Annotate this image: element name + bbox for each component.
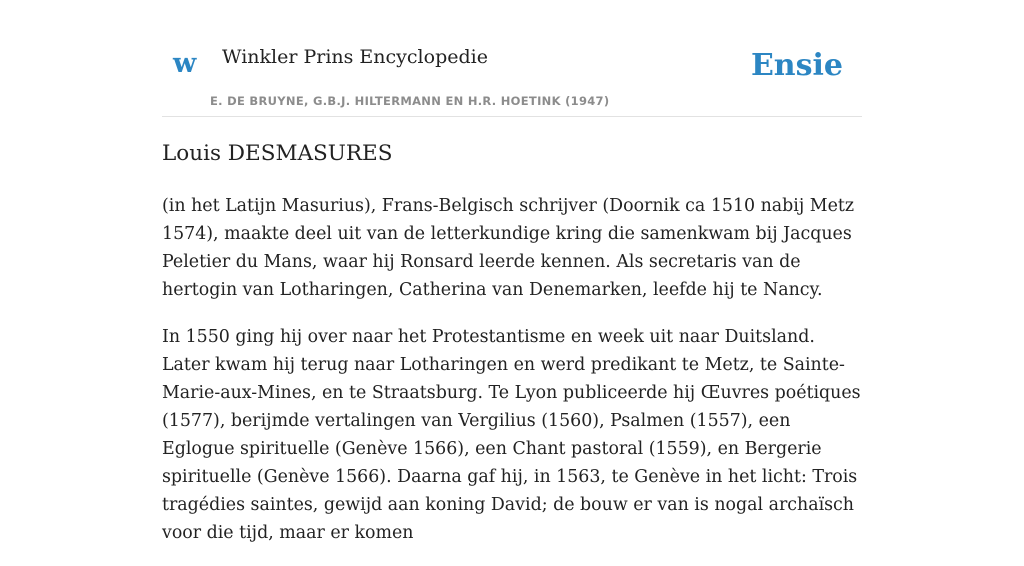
article-title: Louis DESMASURES: [162, 141, 393, 166]
encyclopedia-logo[interactable]: w: [173, 48, 197, 79]
article-body: [162, 192, 862, 566]
article-paragraph: In 1550 ging hij over naar het Protestantisme en week uit naar Duitsland. Later kwam hij terug naar Lotharingen en werd predikant te Metz, te Sainte-Marie-aux-Mines, en te Straatsburg. Te Lyon publiceerde hij Œuvres poétiques (1577), berijmde vertalingen van Vergilius (1560), Psalmen (1557), een Eglogue spirituelle (Genève 1566), een Chant pastoral (1559), en Bergerie spirituelle (Genève 1566). Daarna gaf hij, in 1563, te Genève in het licht: Trois tragédies saintes, gewijd aan koning David; de bouw er van is nogal archaïsch voor die tijd, maar er komen: [162, 327, 861, 543]
article-paragraph: (in het Latijn Masurius), Frans-Belgisch schrijver (Doornik ca 1510 nabij Metz 1574), maakte deel uit van de letterkundige kring die samenkwam bij Jacques Peletier du Mans, waar hij Ronsard leerde kennen. Als secretaris van de hertogin van Lotharingen, Catherina van Denemarken, leefde hij te Nancy.: [162, 196, 855, 300]
book-title[interactable]: Winkler Prins Encyclopedie: [222, 46, 488, 68]
page-header: [162, 0, 862, 117]
book-authors: E. DE BRUYNE, G.B.J. HILTERMANN EN H.R. HOETINK (1947): [210, 94, 610, 108]
ensie-logo[interactable]: Ensie: [750, 48, 843, 83]
